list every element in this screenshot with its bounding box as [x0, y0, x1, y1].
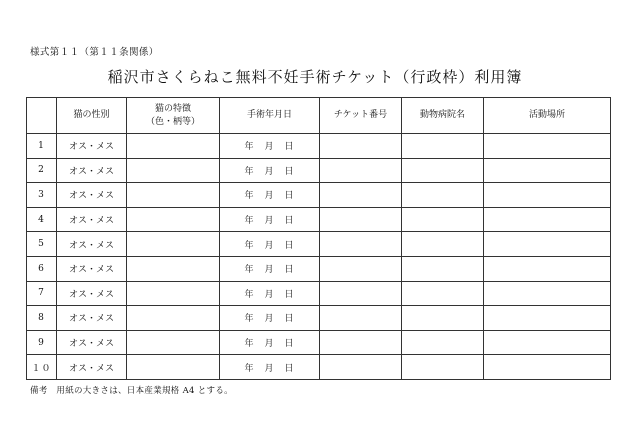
ticket-number-cell[interactable]: [320, 232, 402, 257]
sex-cell: オス・メス: [57, 134, 127, 159]
row-number-cell: 8: [27, 306, 57, 331]
features-cell[interactable]: [127, 183, 220, 208]
features-cell[interactable]: [127, 281, 220, 306]
ticket-number-cell[interactable]: [320, 281, 402, 306]
surgery-date-cell[interactable]: 年 月 日: [220, 281, 320, 306]
ticket-number-cell[interactable]: [320, 306, 402, 331]
sex-cell: オス・メス: [57, 256, 127, 281]
hospital-cell[interactable]: [402, 232, 484, 257]
features-cell[interactable]: [127, 207, 220, 232]
ticket-number-cell[interactable]: [320, 183, 402, 208]
location-cell[interactable]: [484, 330, 611, 355]
surgery-date-cell[interactable]: 年 月 日: [220, 306, 320, 331]
page-title: 稲沢市さくらねこ無料不妊手術チケット（行政枠）利用簿: [107, 68, 523, 86]
location-cell[interactable]: [484, 281, 611, 306]
table-row: [27, 330, 611, 355]
location-cell[interactable]: [484, 134, 611, 159]
location-cell[interactable]: [484, 256, 611, 281]
footnote: 備考 用紙の大きさは、日本産業規格 A4 とする。: [30, 386, 233, 396]
ticket-number-cell[interactable]: [320, 355, 402, 380]
features-cell[interactable]: [127, 355, 220, 380]
sex-cell: オス・メス: [57, 355, 127, 380]
ticket-number-cell[interactable]: [320, 256, 402, 281]
surgery-date-cell[interactable]: 年 月 日: [220, 330, 320, 355]
surgery-date-cell[interactable]: 年 月 日: [220, 256, 320, 281]
surgery-date-cell[interactable]: 年 月 日: [220, 207, 320, 232]
location-cell[interactable]: [484, 306, 611, 331]
table-row: [27, 207, 611, 232]
features-cell[interactable]: [127, 306, 220, 331]
header-features-line1: 猫の特徴: [154, 103, 191, 114]
surgery-date-cell[interactable]: 年 月 日: [220, 232, 320, 257]
surgery-date-cell[interactable]: 年 月 日: [220, 134, 320, 159]
header-location: 活動場所: [484, 98, 611, 134]
table-row: [27, 256, 611, 281]
header-sex: 猫の性別: [57, 98, 127, 134]
hospital-cell[interactable]: [402, 158, 484, 183]
surgery-date-cell[interactable]: 年 月 日: [220, 183, 320, 208]
form-number: 様式第１１（第１１条関係）: [30, 47, 159, 58]
location-cell[interactable]: [484, 355, 611, 380]
sex-cell: オス・メス: [57, 183, 127, 208]
ticket-number-cell[interactable]: [320, 207, 402, 232]
table-row: [27, 158, 611, 183]
hospital-cell[interactable]: [402, 330, 484, 355]
features-cell[interactable]: [127, 158, 220, 183]
header-row: [27, 98, 611, 134]
hospital-cell[interactable]: [402, 256, 484, 281]
ticket-number-cell[interactable]: [320, 158, 402, 183]
table-row: [27, 355, 611, 380]
header-features-line2: （色・柄等）: [145, 116, 200, 127]
table-row: [27, 306, 611, 331]
row-number-cell: 2: [27, 158, 57, 183]
features-cell[interactable]: [127, 232, 220, 257]
header-ticket-number: チケット番号: [320, 98, 402, 134]
header-features: [127, 98, 220, 134]
sex-cell: オス・メス: [57, 330, 127, 355]
surgery-date-cell[interactable]: 年 月 日: [220, 355, 320, 380]
features-cell[interactable]: [127, 134, 220, 159]
table-row: [27, 281, 611, 306]
table-row: [27, 232, 611, 257]
hospital-cell[interactable]: [402, 134, 484, 159]
row-number-cell: 1: [27, 134, 57, 159]
hospital-cell[interactable]: [402, 281, 484, 306]
row-number-cell: 3: [27, 183, 57, 208]
location-cell[interactable]: [484, 183, 611, 208]
sex-cell: オス・メス: [57, 232, 127, 257]
hospital-cell[interactable]: [402, 306, 484, 331]
row-number-cell: 6: [27, 256, 57, 281]
table-row: [27, 134, 611, 159]
ticket-number-cell[interactable]: [320, 134, 402, 159]
location-cell[interactable]: [484, 207, 611, 232]
hospital-cell[interactable]: [402, 183, 484, 208]
header-no: [27, 98, 57, 134]
location-cell[interactable]: [484, 158, 611, 183]
hospital-cell[interactable]: [402, 207, 484, 232]
table-row: [27, 183, 611, 208]
register-body: [27, 134, 611, 380]
row-number-cell: 5: [27, 232, 57, 257]
sex-cell: オス・メス: [57, 281, 127, 306]
hospital-cell[interactable]: [402, 355, 484, 380]
row-number-cell: １０: [27, 355, 57, 380]
row-number-cell: 4: [27, 207, 57, 232]
usage-register-table: [26, 97, 611, 380]
sex-cell: オス・メス: [57, 158, 127, 183]
features-cell[interactable]: [127, 330, 220, 355]
ticket-number-cell[interactable]: [320, 330, 402, 355]
row-number-cell: 7: [27, 281, 57, 306]
features-cell[interactable]: [127, 256, 220, 281]
row-number-cell: 9: [27, 330, 57, 355]
header-surgery-date: 手術年月日: [220, 98, 320, 134]
sex-cell: オス・メス: [57, 306, 127, 331]
location-cell[interactable]: [484, 232, 611, 257]
sex-cell: オス・メス: [57, 207, 127, 232]
header-hospital: 動物病院名: [402, 98, 484, 134]
surgery-date-cell[interactable]: 年 月 日: [220, 158, 320, 183]
